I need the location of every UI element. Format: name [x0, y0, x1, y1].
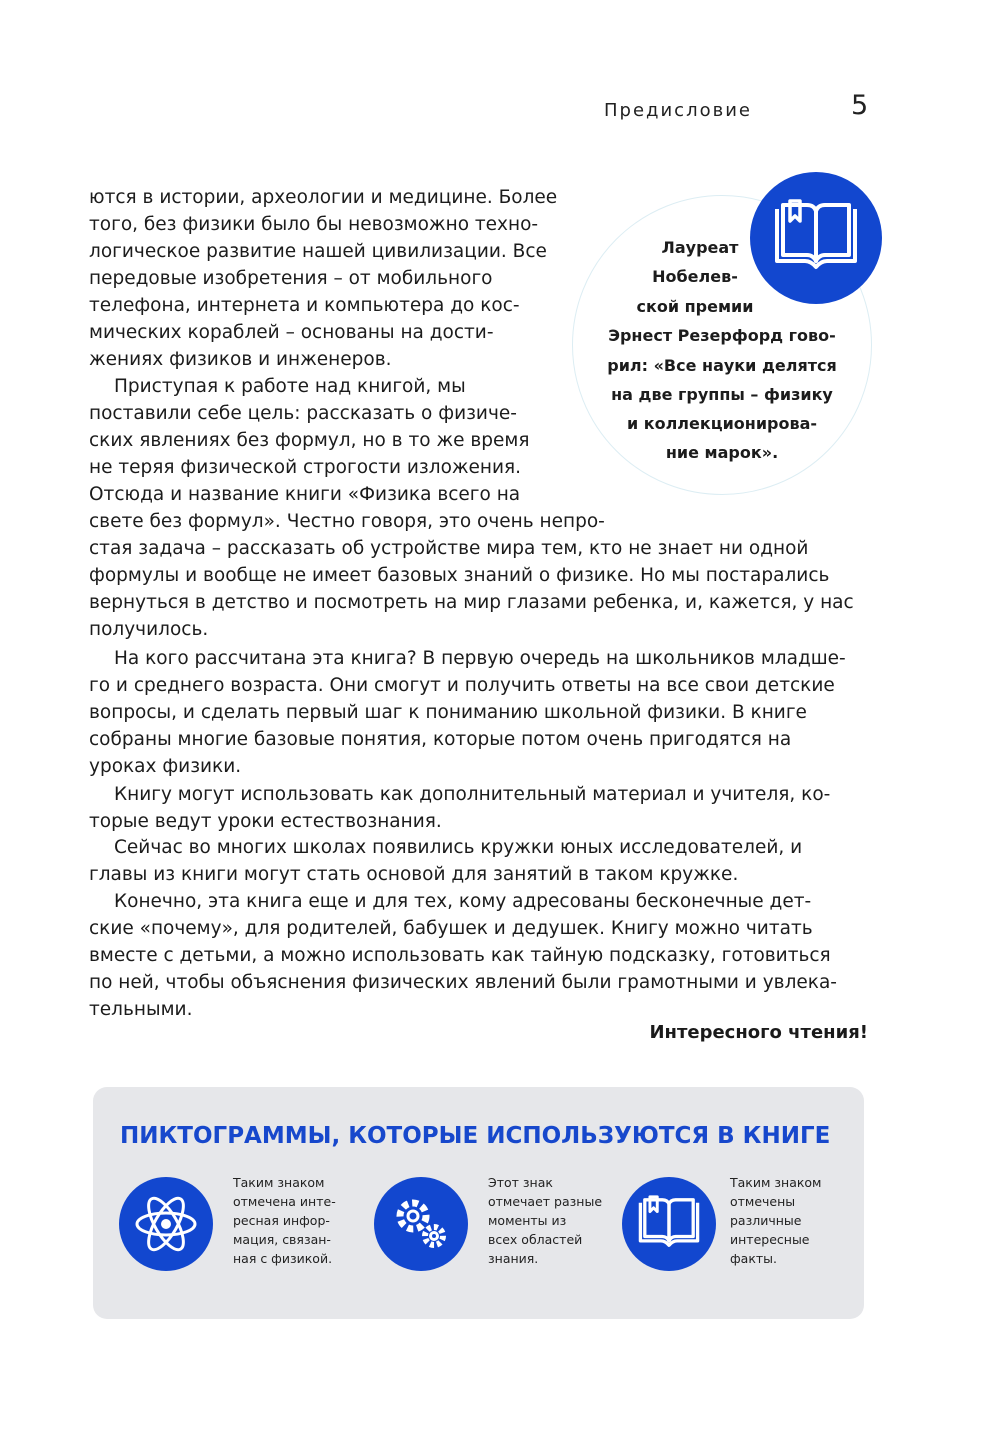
legend-description-line: мация, связан- [233, 1232, 331, 1247]
legend-description-line: факты. [730, 1251, 778, 1266]
section-title: Предисловие [604, 100, 752, 121]
text-line: вопросы, и сделать первый шаг к пониманию школьной физики. В книге [89, 702, 807, 723]
text-line: мических кораблей – основаны на дости- [89, 322, 494, 343]
text-line: вместе с детьми, а можно использовать как тайную подсказку, готовиться [89, 945, 831, 966]
quote-line: на две группы – физику [611, 385, 833, 404]
legend-title: ПИКТОГРАММЫ, КОТОРЫЕ ИСПОЛЬЗУЮТСЯ В КНИГЕ [120, 1123, 831, 1149]
pictogram-legend [93, 1087, 864, 1319]
text-line: Книгу могут использовать как дополнительный материал и учителя, ко- [114, 784, 831, 805]
text-line: Приступая к работе над книгой, мы [114, 376, 466, 397]
text-line: собраны многие базовые понятия, которые потом очень пригодятся на [89, 729, 792, 750]
text-line: уроках физики. [89, 756, 242, 777]
legend-description-line: интересные [730, 1232, 810, 1247]
text-line: Конечно, эта книга еще и для тех, кому адресованы бесконечные дет- [114, 891, 812, 912]
text-line: Отсюда и название книги «Физика всего на [89, 484, 521, 505]
text-line: поставили себе цель: рассказать о физиче- [89, 403, 517, 424]
legend-description-line: моменты из [488, 1213, 567, 1228]
legend-description-line: отмечена инте- [233, 1194, 336, 1209]
text-line: жениях физиков и инженеров. [89, 349, 392, 370]
text-line: ских явлениях без формул, но в то же время [89, 430, 530, 451]
legend-description-line: ная с физикой. [233, 1251, 333, 1266]
legend-description-line: Таким знаком [233, 1175, 325, 1190]
legend-description-line: знания. [488, 1251, 539, 1266]
text-line: На кого рассчитана эта книга? В первую очередь на школьников младше- [114, 648, 846, 669]
text-line: го и среднего возраста. Они смогут и получить ответы на все свои детские [89, 675, 835, 696]
text-line: по ней, чтобы объяснения физических явлений были грамотными и увлека- [89, 972, 837, 993]
legend-description-line: всех областей [488, 1232, 583, 1247]
text-line: торые ведут уроки естествознания. [89, 811, 442, 832]
legend-description [730, 1173, 821, 1268]
text-line: вернуться в детство и посмотреть на мир глазами ребенка, и, кажется, у нас [89, 592, 854, 613]
quote-line: ской премии [636, 297, 754, 316]
quote-line: Лауреат [661, 238, 739, 257]
text-line: логическое развитие нашей цивилизации. Все [89, 241, 547, 262]
text-line: ются в истории, археологии и медицине. Более [89, 187, 558, 208]
legend-description [488, 1173, 602, 1268]
text-line: Сейчас во многих школах появились кружки юных исследователей, и [114, 837, 803, 858]
text-line: получилось. [89, 619, 209, 640]
text-line: ские «почему», для родителей, бабушек и дедушек. Книгу можно читать [89, 918, 813, 939]
text-line: стая задача – рассказать об устройстве мира тем, кто не знает ни одной [89, 538, 809, 559]
gears-icon [374, 1177, 468, 1271]
legend-description-line: ресная инфор- [233, 1213, 330, 1228]
text-line: передовые изобретения – от мобильного [89, 268, 493, 289]
quote-line: Нобелев- [652, 267, 738, 286]
text-line: свете без формул». Честно говоря, это очень непро- [89, 511, 605, 532]
text-line: того, без физики было бы невозможно техно- [89, 214, 539, 235]
quote-line: ние марок». [665, 443, 779, 462]
atom-icon [119, 1177, 213, 1271]
text-line: главы из книги могут стать основой для занятий в таком кружке. [89, 864, 739, 885]
quote-line: и коллекционирова- [626, 414, 818, 433]
text-line: тельными. [89, 999, 193, 1020]
text-line: не теряя физической строгости изложения. [89, 457, 522, 478]
page-number: 5 [851, 90, 869, 121]
legend-description-line: отмечает разные [488, 1194, 603, 1209]
text-line: телефона, интернета и компьютера до кос- [89, 295, 520, 316]
quote-line: Эрнест Резерфорд гово- [608, 326, 836, 345]
text-line: формулы и вообще не имеет базовых знаний о физике. Но мы постарались [89, 565, 830, 586]
quote-line: рил: «Все науки делятся [607, 356, 837, 375]
legend-description-line: Таким знаком [730, 1175, 822, 1190]
legend-description [233, 1173, 336, 1268]
open-book-icon [622, 1177, 716, 1271]
closing-signature: Интересного чтения! [649, 1022, 868, 1043]
legend-description-line: отмечены [730, 1194, 796, 1209]
legend-description-line: различные [730, 1213, 802, 1228]
legend-description-line: Этот знак [488, 1175, 553, 1190]
